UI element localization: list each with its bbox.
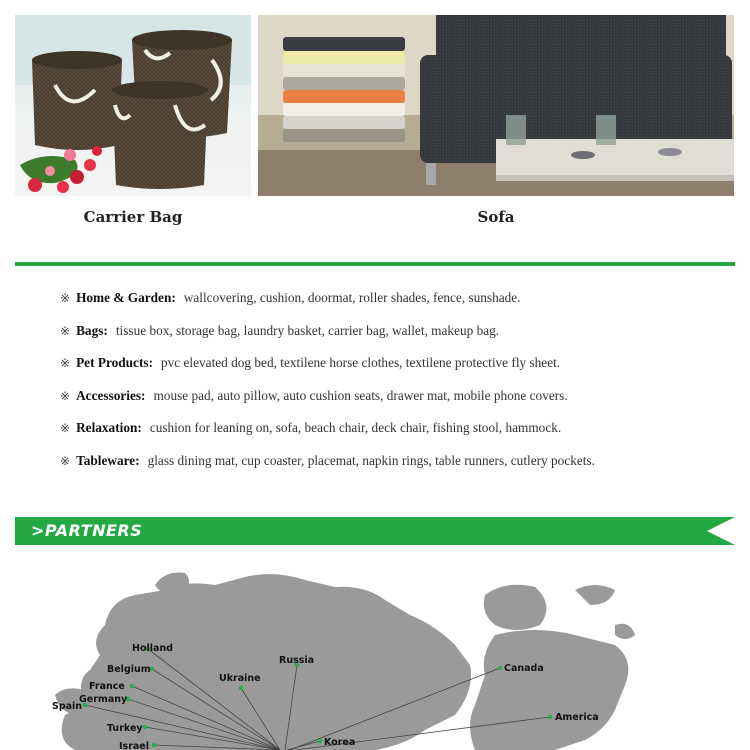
category-label: Relaxation: [76,420,142,436]
category-accessories [60,388,740,421]
carrier-bag-photo [15,15,251,196]
label-ukraine: Ukraine [219,673,261,684]
marker-korea [318,739,323,744]
category-label: Home & Garden: [76,290,176,305]
category-label: Accessories: [76,387,146,403]
category-items: cushion for leaning on, sofa, beach chair, deck chair, fishing stool, hammock. [149,420,562,436]
label-holland: Holland [132,643,173,654]
label-israel: Israel [119,741,149,750]
label-korea: Korea [324,737,356,748]
carrier-bag-caption: Carrier Bag [83,208,183,226]
label-belgium: Belgium [107,664,151,675]
marker-israel [152,743,157,748]
category-items: mouse pad, auto pillow, auto cushion seats, drawer mat, mobile phone covers. [153,387,568,403]
sofa-photo [258,15,734,196]
category-tableware [60,453,740,486]
label-canada: Canada [504,663,544,674]
category-items: pvc elevated dog bed, textilene horse clothes, textilene protective fly sheet. [161,355,561,371]
label-spain: Spain [52,701,83,712]
sofa-caption: Sofa [477,208,515,226]
bullet-mark: ※ [60,356,71,371]
label-germany: Germany [79,694,128,705]
category-pet-products [60,355,740,388]
label-france: France [89,681,125,692]
bullet-mark: ※ [60,291,71,305]
bullet-mark: ※ [60,453,71,468]
label-turkey: Turkey [107,723,143,734]
bullet-mark: ※ [60,388,71,403]
category-items: tissue box, storage bag, laundry basket, carrier bag, wallet, makeup bag. [115,322,500,338]
partners-banner [15,517,735,545]
marker-turkey [143,725,148,730]
category-items: glass dining mat, cup coaster, placemat, napkin rings, table runners, cutlery pockets. [147,452,595,468]
category-label: Bags: [76,322,108,338]
product-category-list [60,290,740,486]
bullet-mark: ※ [60,323,71,338]
section-divider [15,262,735,266]
marker-america [548,715,553,720]
label-russia: Russia [279,655,315,666]
label-america: America [555,712,599,723]
marker-ukraine [239,686,244,691]
category-bags [60,323,740,356]
bullet-mark: ※ [60,421,71,436]
partners-world-map [15,565,735,750]
category-home-garden [60,290,740,323]
category-label: Tableware: [76,452,140,468]
category-items: wallcovering, cushion, doormat, roller shades, fence, sunshade. [183,290,521,305]
marker-france [130,684,135,689]
category-label: Pet Products: [76,355,153,371]
marker-canada [498,666,503,671]
partners-title: >PARTNERS [31,521,143,540]
category-relaxation [60,420,740,453]
